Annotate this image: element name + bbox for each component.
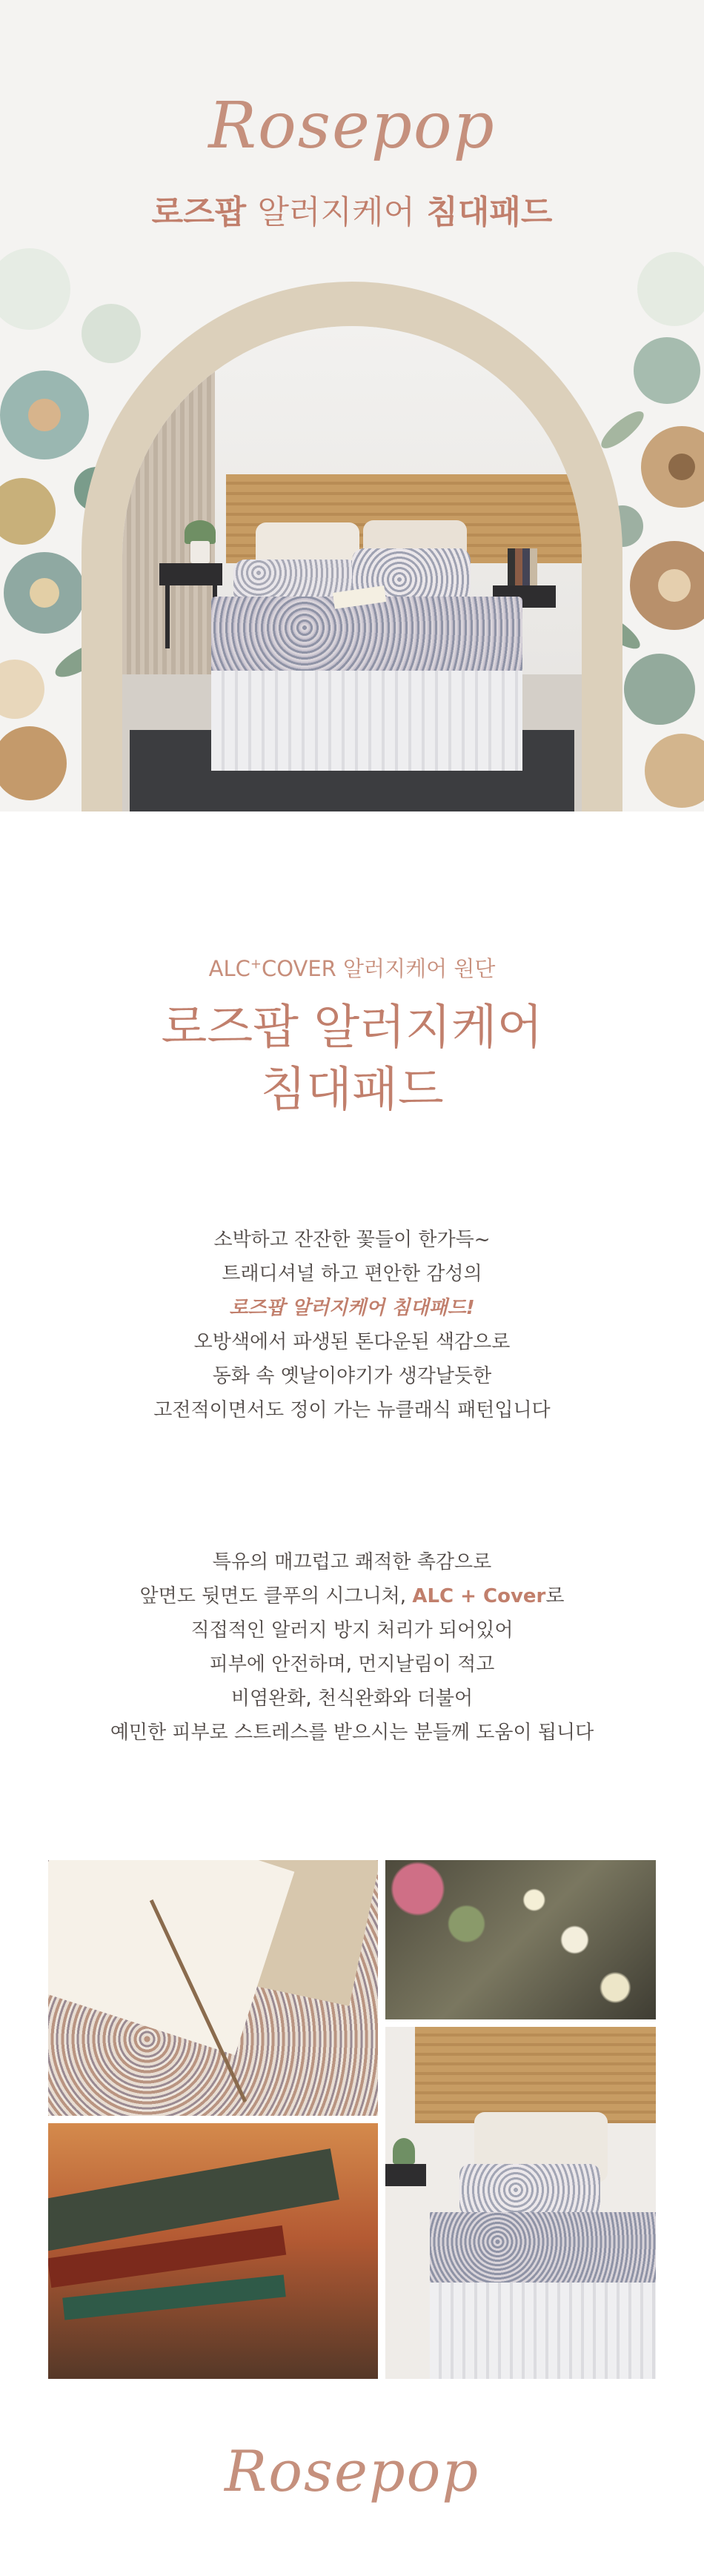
hero-title-product: 침대패드 xyxy=(426,193,553,231)
nightstand xyxy=(385,2164,426,2186)
book-page xyxy=(48,1860,294,2055)
bed-skirt xyxy=(430,2283,656,2379)
paragraph-line: 비염완화, 천식완화와 더불어 xyxy=(230,1687,474,1710)
books xyxy=(508,548,537,585)
hero-title-middle: 알러지케어 xyxy=(257,193,416,231)
paragraph-line: 직접적인 알러지 방지 처리가 되어있어 xyxy=(190,1619,514,1641)
paragraph-text: 앞면도 뒷면도 클푸의 시그니처, xyxy=(139,1585,413,1607)
photo-traditional-building xyxy=(48,2123,378,2379)
alc-sup: + xyxy=(250,956,262,972)
paragraph-text: 로 xyxy=(545,1585,565,1607)
alc-prefix: ALC xyxy=(208,956,250,981)
paragraph-line: 동화 속 옛날이야기가 생각날듯한 xyxy=(212,1365,492,1387)
paragraph-line: 고전적이면서도 정이 가는 뉴클래식 패턴입니다 xyxy=(153,1399,551,1421)
alc-cover-label xyxy=(0,952,704,983)
nightstand-leg xyxy=(165,585,170,648)
photo-wildflowers xyxy=(385,1860,656,2019)
nightstand-left xyxy=(159,563,222,585)
paragraph-highlight: 로즈팝 알러지케어 침대패드! xyxy=(229,1297,475,1319)
description-paragraph-2 xyxy=(0,1545,704,1750)
brand-logo: Rosepop xyxy=(208,89,496,163)
hero-title-brand: 로즈팝 xyxy=(151,193,247,231)
photo-collage xyxy=(48,1860,656,2379)
alc-suffix: COVER 알러지케어 원단 xyxy=(261,956,496,981)
headboard xyxy=(415,2027,656,2123)
patterned-pillow xyxy=(459,2164,600,2216)
paragraph-line: 소박하고 잔잔한 꽃들이 한가득~ xyxy=(213,1229,491,1251)
paragraph-line: 피부에 안전하며, 먼지날림이 적고 xyxy=(209,1653,495,1676)
hero-title xyxy=(0,185,704,233)
paragraph-line: 오방색에서 파생된 톤다운된 색감으로 xyxy=(193,1331,511,1353)
bedroom-photo xyxy=(122,326,582,811)
photo-book-on-pad xyxy=(48,1860,378,2116)
photo-bed-closeup xyxy=(385,2027,656,2379)
bed-skirt xyxy=(211,671,522,771)
description-paragraph-1 xyxy=(0,1223,704,1427)
paragraph-line: 예민한 피부로 스트레스를 받으시는 분들께 도움이 됩니다 xyxy=(110,1722,594,1744)
product-title xyxy=(0,997,704,1121)
plant-icon xyxy=(393,2138,415,2164)
product-title-line1: 로즈팝 알러지케어 xyxy=(161,1000,543,1055)
footer-logo: Rosepop xyxy=(224,2438,479,2504)
bed-pad xyxy=(430,2212,656,2286)
hero-banner xyxy=(0,0,704,811)
paragraph-line: 특유의 매끄럽고 쾌적한 촉감으로 xyxy=(212,1551,492,1573)
paragraph-line: 트래디셔널 하고 편안한 감성의 xyxy=(222,1263,482,1285)
paragraph-line xyxy=(0,1579,704,1613)
product-title-line2: 침대패드 xyxy=(260,1063,444,1118)
plant-pot xyxy=(190,541,210,563)
bed-pad xyxy=(211,597,522,674)
paragraph-highlight: ALC + Cover xyxy=(412,1585,546,1607)
